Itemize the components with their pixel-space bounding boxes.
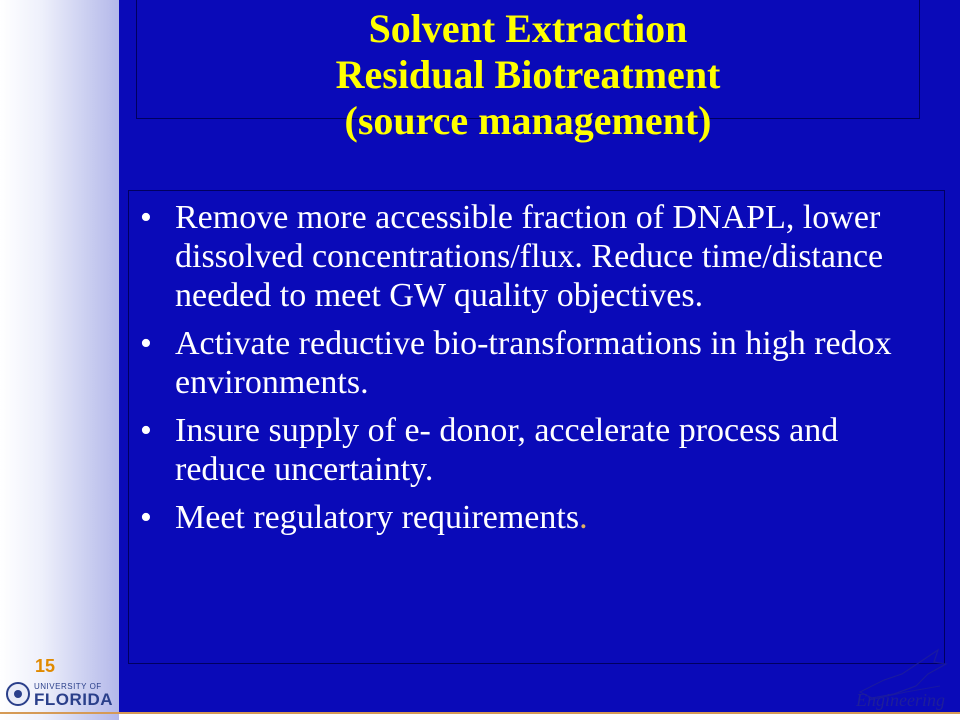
uf-seal-icon xyxy=(6,682,30,706)
bottom-accent-rule xyxy=(0,712,960,714)
title-line-1: Solvent Extraction xyxy=(368,6,688,51)
page-number: 15 xyxy=(35,656,56,676)
left-gradient-sidebar xyxy=(0,0,119,720)
bullet-icon: • xyxy=(140,325,152,362)
logo-line-2: FLORIDA xyxy=(34,690,114,709)
bullet-list xyxy=(140,198,920,546)
title-line-2: Residual Biotreatment xyxy=(335,52,721,97)
slide-title xyxy=(136,6,920,144)
title-line-3: (source management) xyxy=(344,98,712,143)
bullet-item xyxy=(140,324,920,402)
bullet-item xyxy=(140,198,920,315)
bullet-text: Remove more accessible fraction of DNAPL, lower dissolved concentrations/flux. Reduce time/distance needed to meet GW quality objectives. xyxy=(175,199,884,314)
bullet-text: Insure supply of e- donor, accelerate process and reduce uncertainty. xyxy=(175,412,839,488)
bullet-item xyxy=(140,498,920,537)
university-logo xyxy=(6,680,116,710)
bullet-icon: • xyxy=(140,199,152,236)
bullet-text: Activate reductive bio-transformations in high redox environments. xyxy=(175,325,892,401)
engineering-watermark-text: Engineering xyxy=(856,690,945,710)
bullet-text: Meet regulatory requirements xyxy=(175,499,580,536)
bullet-icon: • xyxy=(140,499,152,536)
logo-line-1: UNIVERSITY OF xyxy=(34,682,102,691)
bullet-item xyxy=(140,411,920,489)
bullet-trailing-period: . xyxy=(579,499,588,536)
bullet-icon: • xyxy=(140,412,152,449)
